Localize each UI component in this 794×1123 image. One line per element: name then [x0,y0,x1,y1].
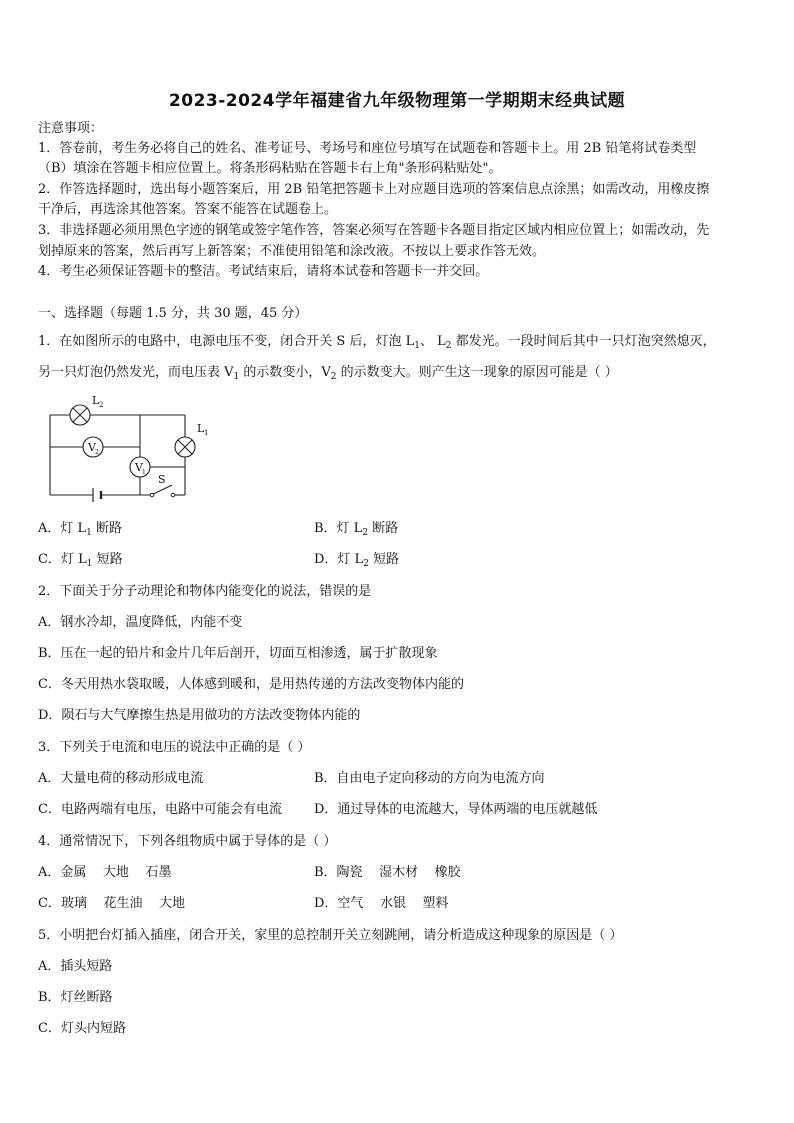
q4-option-a[interactable]: A．金属 大地 石墨 [38,865,172,880]
question-1-stem-line1: 1．在如图所示的电路中，电源电压不变，闭合开关 S 后，灯泡 $L_1$、 $L_2$ 都发光。一段时间后其中一只灯泡突然熄灭， [38,334,716,351]
q1-option-a[interactable]: A．灯 $L_1$ 断路 [38,521,123,538]
q1-option-c[interactable]: C．灯 $L_1$ 短路 [38,552,123,569]
q5-option-a[interactable]: A．插头短路 [38,959,113,974]
q3-option-a[interactable]: A．大量电荷的移动形成电流 [38,771,204,786]
q2-option-a[interactable]: A．钢水冷却，温度降低，内能不变 [38,615,243,630]
section-heading: 一、选择题（每题 1.5 分，共 30 题，45 分） [38,306,308,321]
svg-text:2: 2 [95,449,99,456]
q3-option-b[interactable]: B．自由电子定向移动的方向为电流方向 [314,771,545,786]
q1-option-d[interactable]: D．灯 $L_2$ 短路 [314,552,400,569]
label-switch: S [158,473,166,486]
q5-option-c[interactable]: C．灯头内短路 [38,1021,126,1036]
svg-text:V: V [135,461,143,474]
notes-line: 划掉原来的答案，然后再写上新答案；不准使用铅笔和涂改液。不按以上要求作答无效。 [38,244,546,259]
q2-option-c[interactable]: C．冬天用热水袋取暖，人体感到暖和，是用热传递的方法改变物体内能的 [38,677,464,692]
notes-heading: 注意事项： [38,121,104,136]
notes-line: （B）填涂在答题卡相应位置上。将条形码粘贴在答题卡右上角"条形码粘贴处"。 [38,161,502,176]
label-l1: L [197,422,205,435]
q3-option-d[interactable]: D．通过导体的电流越大，导体两端的电压就越低 [314,802,598,817]
q5-option-b[interactable]: B．灯丝断路 [38,990,113,1005]
notes-line: 4．考生必须保证答题卡的整洁。考试结束后，请将本试卷和答题卡一并交回。 [38,264,489,279]
q2-option-b[interactable]: B．压在一起的铅片和金片几年后剖开，切面互相渗透，属于扩散现象 [38,646,438,661]
question-1-stem-line2: 另一只灯泡仍然发光，而电压表 $V_1$ 的示数变小，$V_2$ 的示数变大。则产生这一现象的原因可能是（ ） [38,365,618,382]
q2-option-d[interactable]: D．陨石与大气摩擦生热是用做功的方法改变物体内能的 [38,708,361,723]
notes-line: 2．作答选择题时，选出每小题答案后，用 2B 铅笔把答题卡上对应题目选项的答案信息点涂黑；如需改动，用橡皮擦 [38,182,710,197]
question-4-stem: 4．通常情况下，下列各组物质中属于导体的是（ ） [38,834,337,849]
svg-text:V: V [88,441,96,454]
q3-option-c[interactable]: C．电路两端有电压，电路中可能会有电流 [38,802,282,817]
question-5-stem: 5．小明把台灯插入插座，闭合开关，家里的总控制开关立刻跳闸，请分析造成这种现象的原因是（ ） [38,928,623,943]
svg-text:1: 1 [142,469,146,476]
label-l1-sub: 1 [204,429,209,437]
notes-line: 3．非选择题必须用黑色字迹的钢笔或签字笔作答，答案必须写在答题卡各题目指定区域内相应位置上；如需改动，先 [38,223,710,238]
q4-option-d[interactable]: D．空气 水银 塑料 [314,896,449,911]
label-l2-sub: 2 [99,401,104,409]
voltmeter-v1-icon [130,457,150,477]
notes-line: 干净后，再选涂其他答案。答案不能答在试题卷上。 [38,202,338,217]
circuit-diagram [40,390,220,505]
page-title: 2023-2024学年福建省九年级物理第一学期期末经典试题 [168,91,626,111]
voltmeter-v2-icon [83,437,103,457]
switch-icon [150,485,175,497]
battery-icon [93,488,101,502]
lamp-l2-icon [70,405,90,425]
notes-line: 1．答卷前，考生务必将自己的姓名、准考证号、考场号和座位号填写在试题卷和答题卡上。用 2B 铅笔将试卷类型 [38,141,697,156]
question-3-stem: 3．下列关于电流和电压的说法中正确的是（ ） [38,740,311,755]
label-l2: L [92,394,100,407]
q4-option-c[interactable]: C．玻璃 花生油 大地 [38,896,186,911]
q1-option-b[interactable]: B．灯 $L_2$ 断路 [314,521,399,538]
q4-option-b[interactable]: B．陶瓷 湿木材 橡胶 [314,865,461,880]
lamp-l1-icon [175,437,195,457]
question-2-stem: 2．下面关于分子动理论和物体内能变化的说法，错误的是 [38,584,372,599]
